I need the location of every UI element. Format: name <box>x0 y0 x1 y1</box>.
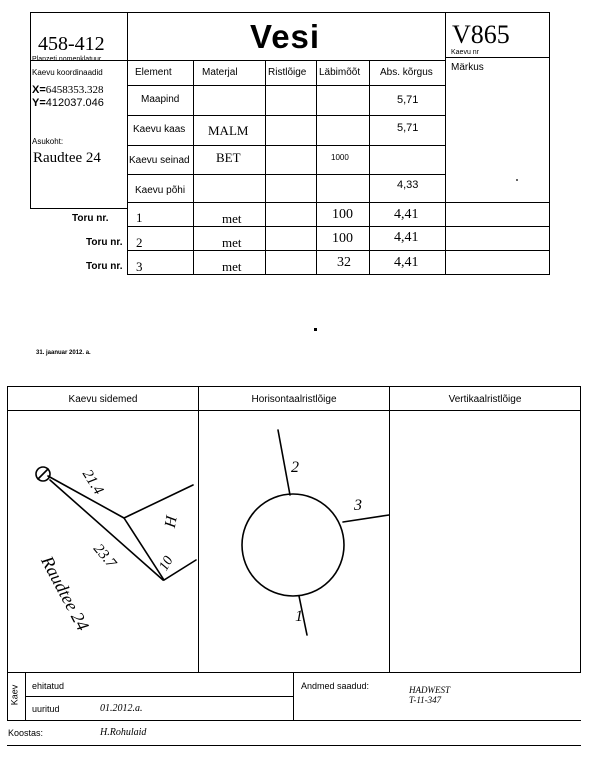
pipe-diameter: 32 <box>337 255 351 270</box>
nomenclature-label: Planzeti nomenklatuur <box>32 56 102 63</box>
pipe-abs-height: 4,41 <box>394 207 419 222</box>
row-element: Kaevu seinad <box>129 155 190 166</box>
header-diameter: Läbimõõt <box>319 67 361 78</box>
pipe-row-label: Toru nr. <box>86 237 123 248</box>
data-source-code: T-11-347 <box>409 695 442 705</box>
row-element: Kaevu kaas <box>133 124 186 135</box>
distance-label: 21.4 <box>78 466 107 498</box>
row-material: MALM <box>208 123 249 138</box>
pipe-line <box>278 430 290 495</box>
y-label: Y= <box>32 97 46 109</box>
pipe-line <box>343 515 389 522</box>
location-value: Raudtee 24 <box>33 150 101 166</box>
street-label: Raudtee 24 <box>37 552 94 634</box>
compiled-label: Koostas: <box>8 728 44 738</box>
built-label: ehitatud <box>32 681 65 691</box>
pipe-abs-height: 4,41 <box>394 255 419 270</box>
coords-label: Kaevu koordinaadid <box>32 68 103 77</box>
pipe-material: met <box>222 259 242 274</box>
compiled-value: H.Rohulaid <box>100 727 147 738</box>
row-material: BET <box>216 150 241 165</box>
location-label: Asukoht: <box>32 137 64 146</box>
pipe-abs-height: 4,41 <box>394 230 419 245</box>
column-title-connections: Kaevu sidemed <box>68 394 138 405</box>
header-cross-section: Ristlõige <box>268 67 307 78</box>
pipe-label: 1 <box>295 608 303 625</box>
row-diameter: 1000 <box>331 153 349 162</box>
date-line: 31. jaanuar 2012. a. <box>36 350 91 356</box>
header-element: Element <box>135 67 172 78</box>
pipe-material: met <box>222 211 242 226</box>
well-circle <box>242 494 344 596</box>
side-label: Kaev <box>9 684 20 706</box>
x-label: X= <box>32 84 46 96</box>
well-number: V865 <box>452 20 510 49</box>
pipe-number: 1 <box>136 210 143 225</box>
pipe-material: met <box>222 235 242 250</box>
nomenclature-code: 458-412 <box>38 33 105 55</box>
row-abs-height: 5,71 <box>397 94 419 106</box>
pipe-row-label: Toru nr. <box>72 213 109 224</box>
header-material: Materjal <box>202 67 238 78</box>
x-value: 6458353.328 <box>45 84 104 96</box>
data-source-value: HADWEST <box>409 685 450 695</box>
pipe-number: 3 <box>136 259 143 274</box>
column-title-horizontal: Horisontaalristlõige <box>251 394 337 405</box>
pipe-diameter: 100 <box>332 207 353 222</box>
sketch-letter: H <box>161 514 181 530</box>
distance-label: 23.7 <box>89 540 120 572</box>
page-title: Vesi <box>250 18 321 55</box>
data-source-label: Andmed saadud: <box>301 681 370 691</box>
row-element: Kaevu põhi <box>135 185 186 196</box>
pipe-number: 2 <box>136 235 143 250</box>
pipe-diameter: 100 <box>332 231 353 246</box>
y-value: 412037.046 <box>45 97 104 109</box>
row-abs-height: 5,71 <box>397 122 419 134</box>
column-title-vertical: Vertikaalristlõige <box>448 394 522 405</box>
header-remarks: Märkus <box>451 62 484 73</box>
pipe-label: 3 <box>354 497 362 514</box>
surveyed-label: uuritud <box>32 704 60 714</box>
well-number-label: Kaevu nr <box>451 49 480 56</box>
header-abs-height: Abs. kõrgus <box>380 67 433 78</box>
row-abs-height: 4,33 <box>397 179 419 191</box>
pipe-label: 2 <box>291 459 299 476</box>
surveyed-value: 01.2012.a. <box>100 703 143 714</box>
pipe-row-label: Toru nr. <box>86 261 123 272</box>
sketch-number: 10 <box>156 553 177 574</box>
row-element: Maapind <box>141 94 180 105</box>
